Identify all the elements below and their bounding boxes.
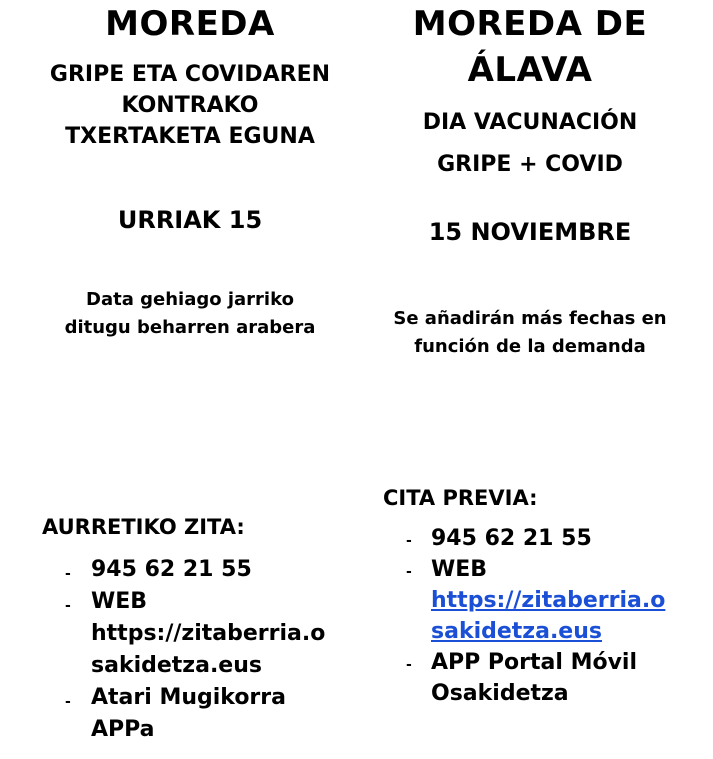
left-appointment-heading: AURRETIKO ZITA: xyxy=(42,515,245,539)
right-app-line-1: APP Portal Móvil xyxy=(431,650,638,675)
right-phone: 945 62 21 55 xyxy=(431,526,592,551)
bullet-icon: - xyxy=(65,694,71,710)
left-date: URRIAK 15 xyxy=(117,206,263,234)
left-app-line-2: APPa xyxy=(91,717,155,742)
bullet-icon: - xyxy=(65,566,71,582)
bullet-icon: - xyxy=(406,564,412,580)
right-title-line-1: MOREDA DE xyxy=(412,4,648,44)
right-web-url-line-2[interactable]: sakidetza.eus xyxy=(431,619,602,644)
left-title: MOREDA xyxy=(105,4,275,44)
left-subtitle-line-2: KONTRAKO xyxy=(121,93,259,118)
right-title-line-2: ÁLAVA xyxy=(467,50,593,90)
bullet-icon: - xyxy=(406,533,412,549)
bullet-icon: - xyxy=(406,657,412,673)
left-app-line-1: Atari Mugikorra xyxy=(91,685,286,710)
left-note-line-2: ditugu beharren arabera xyxy=(64,317,316,338)
bullet-icon: - xyxy=(65,598,71,614)
left-web-url-line-2: sakidetza.eus xyxy=(91,653,262,678)
left-phone: 945 62 21 55 xyxy=(91,557,252,582)
right-web-label: WEB xyxy=(431,557,488,582)
right-web-url-line-1[interactable]: https://zitaberria.o xyxy=(431,588,666,613)
left-web-label: WEB xyxy=(91,589,148,614)
left-note-line-1: Data gehiago jarriko xyxy=(86,289,294,310)
right-subtitle-line-2: GRIPE + COVID xyxy=(437,152,623,177)
left-subtitle-line-3: TXERTAKETA EGUNA xyxy=(65,124,315,149)
right-appointment-heading: CITA PREVIA: xyxy=(383,486,538,510)
right-subtitle-line-1: DIA VACUNACIÓN xyxy=(422,110,638,135)
right-app-line-2: Osakidetza xyxy=(431,681,569,706)
right-date: 15 NOVIEMBRE xyxy=(428,218,632,246)
left-web-url-line-1: https://zitaberria.o xyxy=(91,621,326,646)
right-note-line-1: Se añadirán más fechas en xyxy=(393,308,667,329)
right-note-line-2: función de la demanda xyxy=(414,336,646,357)
left-subtitle-line-1: GRIPE ETA COVIDAREN xyxy=(49,62,331,87)
